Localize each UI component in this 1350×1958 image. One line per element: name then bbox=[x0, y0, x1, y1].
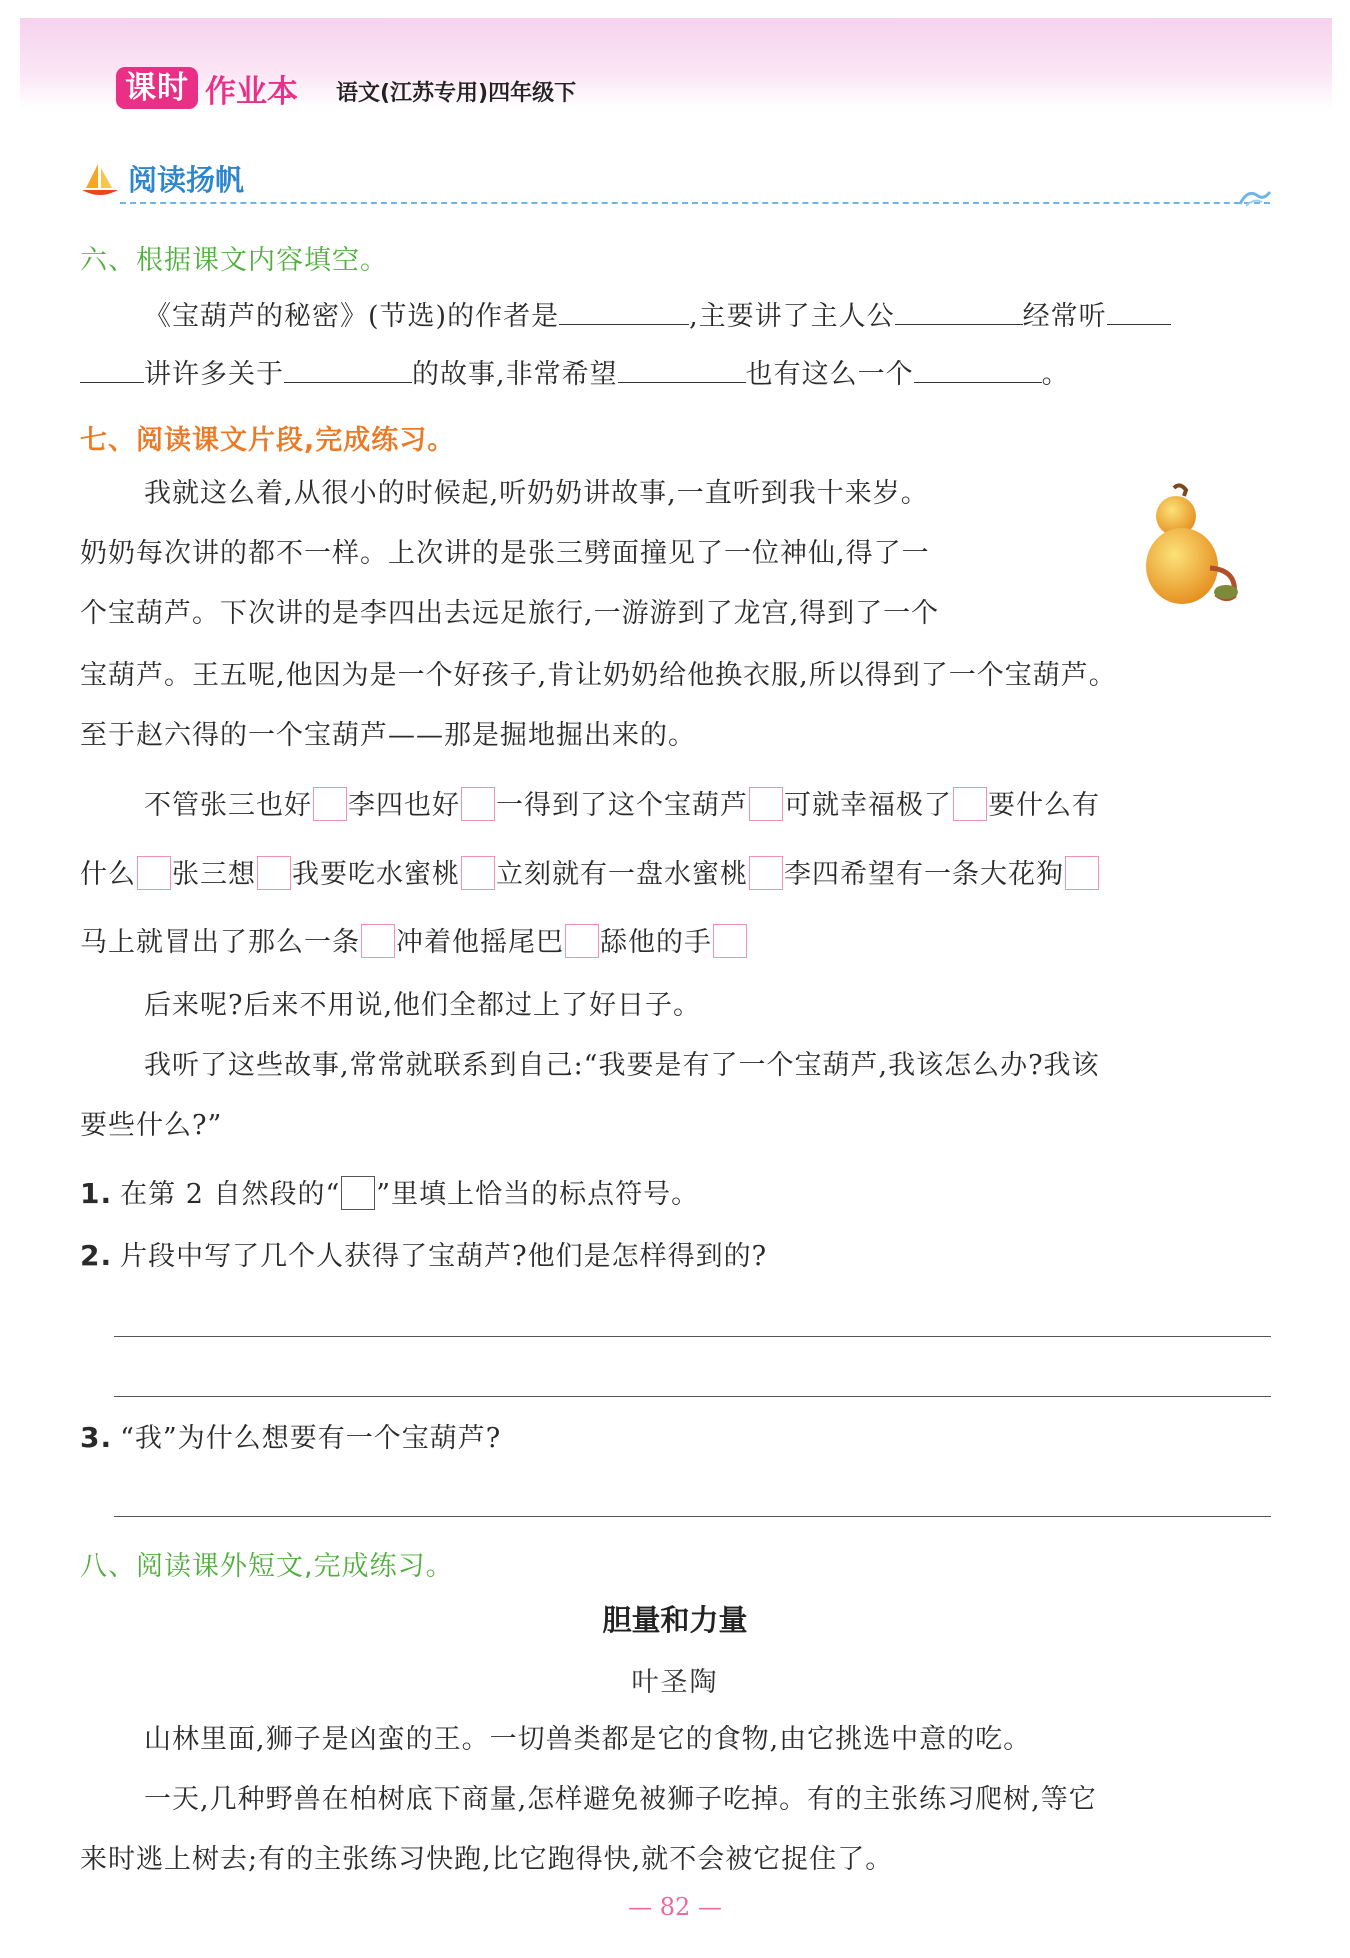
q7-sub3: 3. “我”为什么想要有一个宝葫芦? bbox=[80, 1421, 502, 1454]
punctuation-box[interactable] bbox=[749, 856, 783, 890]
answer-blank[interactable] bbox=[914, 358, 1042, 383]
answer-blank[interactable] bbox=[1107, 300, 1171, 325]
q8-p2-line1: 一天,几种野兽在柏树底下商量,怎样避免被狮子吃掉。有的主张练习爬树,等它 bbox=[144, 1784, 1097, 1815]
q7-p1-line2: 奶奶每次讲的都不一样。上次讲的是张三劈面撞见了一位神仙,得了一 bbox=[80, 538, 930, 569]
answer-blank[interactable] bbox=[559, 300, 689, 325]
q7-p4-line1: 我听了这些故事,常常就联系到自己:“我要是有了一个宝葫芦,我该怎么办?我该 bbox=[144, 1050, 1100, 1081]
q6-line2: 讲许多关于 的故事,非常希望 也有这么一个 。 bbox=[80, 358, 1272, 391]
punctuation-box[interactable] bbox=[713, 924, 747, 958]
answer-blank[interactable] bbox=[895, 300, 1023, 325]
brand-badge: 课时 bbox=[116, 67, 198, 109]
q7-p2-line2: 什么 张三想 我要吃水蜜桃 立刻就有一盘水蜜桃 李四希望有一条大花狗 bbox=[80, 856, 1272, 891]
q7-heading: 七、阅读课文片段,完成练习。 bbox=[80, 425, 456, 456]
punctuation-box[interactable] bbox=[361, 924, 395, 958]
wave-icon bbox=[1238, 186, 1272, 208]
punctuation-box[interactable] bbox=[953, 787, 987, 821]
q7-p2-line1: 不管张三也好 李四也好 一得到了这个宝葫芦 可就幸福极了 要什么有 bbox=[80, 787, 1272, 822]
punctuation-box[interactable] bbox=[137, 856, 171, 890]
q7-p1-line4: 宝葫芦。王五呢,他因为是一个好孩子,肯让奶奶给他换衣服,所以得到了一个宝葫芦。 bbox=[80, 660, 1117, 691]
q7-p4-line2: 要些什么?” bbox=[80, 1110, 223, 1141]
punctuation-box[interactable] bbox=[461, 856, 495, 890]
passage-author: 叶圣陶 bbox=[631, 1667, 719, 1698]
q7-p1-line1: 我就这么着,从很小的时候起,听奶奶讲故事,一直听到我十来岁。 bbox=[144, 478, 929, 509]
sub-number: 3. bbox=[80, 1421, 113, 1454]
q7-p1-line5: 至于赵六得的一个宝葫芦——那是掘地掘出来的。 bbox=[80, 720, 696, 751]
sub-number: 2. bbox=[80, 1239, 113, 1272]
sub-number: 1. bbox=[80, 1177, 113, 1210]
q6-heading: 六、根据课文内容填空。 bbox=[80, 245, 388, 276]
q8-p2-line2: 来时逃上树去;有的主张练习快跑,比它跑得快,就不会被它捉住了。 bbox=[80, 1844, 894, 1875]
gourd-illustration bbox=[1126, 478, 1246, 610]
q8-heading: 八、阅读课外短文,完成练习。 bbox=[80, 1551, 454, 1582]
punctuation-box[interactable] bbox=[461, 787, 495, 821]
q8-p1: 山林里面,狮子是凶蛮的王。一切兽类都是它的食物,由它挑选中意的吃。 bbox=[144, 1724, 1032, 1755]
page-number: — 82 — bbox=[628, 1893, 722, 1921]
q7-p2-line3: 马上就冒出了那么一条 冲着他摇尾巴 舔他的手 bbox=[80, 924, 1272, 959]
answer-line[interactable] bbox=[114, 1396, 1271, 1397]
q7-p1-line3: 个宝葫芦。下次讲的是李四出去远足旅行,一游游到了龙宫,得到了一个 bbox=[80, 598, 940, 629]
punctuation-box-sample bbox=[341, 1176, 375, 1210]
sailboat-icon bbox=[80, 160, 120, 200]
passage-title: 胆量和力量 bbox=[602, 1603, 748, 1637]
subject-label: 语文(江苏专用)四年级下 bbox=[336, 81, 577, 106]
answer-line[interactable] bbox=[114, 1516, 1271, 1517]
section-divider bbox=[120, 202, 1270, 204]
q7-p3: 后来呢?后来不用说,他们全都过上了好日子。 bbox=[144, 990, 702, 1021]
brand-logo bbox=[116, 66, 298, 110]
section-title: 阅读扬帆 bbox=[128, 163, 245, 197]
answer-line[interactable] bbox=[114, 1336, 1271, 1337]
answer-blank[interactable] bbox=[80, 358, 144, 383]
punctuation-box[interactable] bbox=[749, 787, 783, 821]
brand-text: 作业本 bbox=[205, 73, 298, 110]
q6-line1: 《宝葫芦的秘密》(节选)的作者是 ,主要讲了主人公 经常听 bbox=[80, 300, 1272, 333]
answer-blank[interactable] bbox=[284, 358, 412, 383]
q7-sub2: 2. 片段中写了几个人获得了宝葫芦?他们是怎样得到的? bbox=[80, 1239, 768, 1272]
punctuation-box[interactable] bbox=[257, 856, 291, 890]
punctuation-box[interactable] bbox=[1065, 856, 1099, 890]
q7-sub1: 1. 在第 2 自然段的“ ”里填上恰当的标点符号。 bbox=[80, 1177, 700, 1210]
answer-blank[interactable] bbox=[618, 358, 746, 383]
punctuation-box[interactable] bbox=[565, 924, 599, 958]
punctuation-box[interactable] bbox=[313, 787, 347, 821]
